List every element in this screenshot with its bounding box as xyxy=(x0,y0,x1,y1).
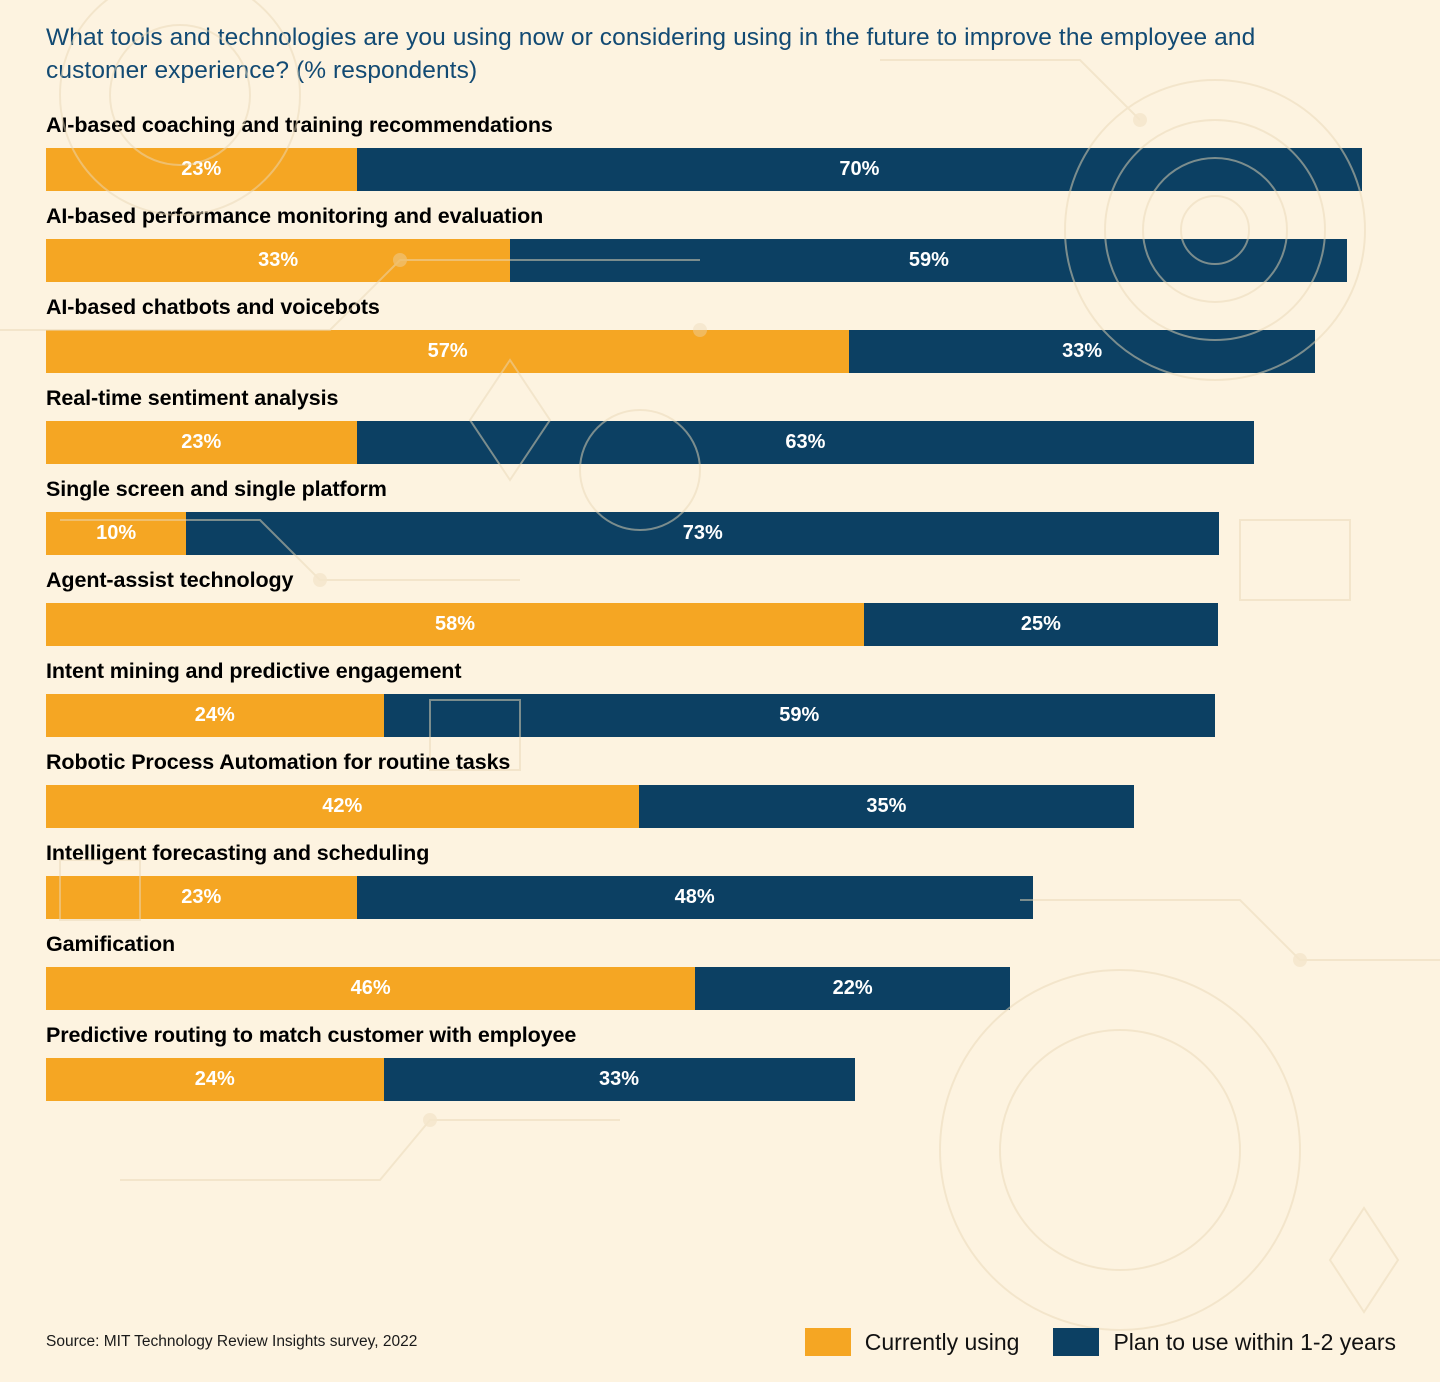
bar-segment-plan-to-use: 63% xyxy=(357,421,1255,464)
category-label: AI-based coaching and training recommendations xyxy=(46,113,553,138)
bar-segment-currently-using: 10% xyxy=(46,512,186,555)
chart-title: What tools and technologies are you using now or considering using in the future to improve the employee and customer experience? (% respondents) xyxy=(46,24,1256,84)
legend xyxy=(805,1328,1396,1356)
bar-segment-currently-using: 23% xyxy=(46,421,357,464)
chart-row xyxy=(46,568,1396,646)
category-label: Intelligent forecasting and scheduling xyxy=(46,841,430,866)
stacked-bar xyxy=(46,694,1396,737)
chart-row xyxy=(46,1023,1396,1101)
legend-item-plan-to-use xyxy=(1053,1328,1396,1356)
legend-item-currently-using xyxy=(805,1328,1020,1356)
chart-row xyxy=(46,204,1396,282)
category-label: Predictive routing to match customer with employee xyxy=(46,1023,577,1048)
stacked-bar xyxy=(46,785,1396,828)
chart-row xyxy=(46,477,1396,555)
bar-segment-plan-to-use: 59% xyxy=(384,694,1216,737)
stacked-bar xyxy=(46,512,1396,555)
legend-label: Plan to use within 1-2 years xyxy=(1113,1328,1396,1355)
bar-segment-plan-to-use: 33% xyxy=(384,1058,855,1101)
bar-segment-plan-to-use: 25% xyxy=(864,603,1218,646)
bar-segment-currently-using: 23% xyxy=(46,148,357,191)
stacked-bar xyxy=(46,148,1396,191)
stacked-bar xyxy=(46,603,1396,646)
chart-row xyxy=(46,659,1396,737)
category-label: Single screen and single platform xyxy=(46,477,387,502)
bar-segment-plan-to-use: 48% xyxy=(357,876,1033,919)
legend-swatch-icon xyxy=(805,1328,851,1356)
bar-segment-currently-using: 57% xyxy=(46,330,849,373)
bar-segment-currently-using: 33% xyxy=(46,239,510,282)
category-label: Intent mining and predictive engagement xyxy=(46,659,462,684)
category-label: AI-based chatbots and voicebots xyxy=(46,295,380,320)
stacked-bar xyxy=(46,239,1396,282)
bar-segment-currently-using: 58% xyxy=(46,603,864,646)
bar-segment-plan-to-use: 73% xyxy=(186,512,1219,555)
source-note: Source: MIT Technology Review Insights survey, 2022 xyxy=(46,1333,418,1350)
bar-segment-currently-using: 24% xyxy=(46,1058,384,1101)
category-label: Agent-assist technology xyxy=(46,568,294,593)
legend-label: Currently using xyxy=(864,1328,1020,1355)
category-label: Gamification xyxy=(46,932,176,957)
category-label: Robotic Process Automation for routine tasks xyxy=(46,750,511,775)
legend-swatch-icon xyxy=(1053,1328,1099,1356)
stacked-bar xyxy=(46,421,1396,464)
bar-segment-plan-to-use: 59% xyxy=(510,239,1347,282)
chart-row xyxy=(46,295,1396,373)
chart-row xyxy=(46,932,1396,1010)
bar-segment-plan-to-use: 33% xyxy=(849,330,1315,373)
stacked-bar xyxy=(46,330,1396,373)
chart-row xyxy=(46,386,1396,464)
chart-row xyxy=(46,841,1396,919)
stacked-bar xyxy=(46,967,1396,1010)
category-label: AI-based performance monitoring and evaluation xyxy=(46,204,544,229)
category-label: Real-time sentiment analysis xyxy=(46,386,339,411)
bar-segment-currently-using: 42% xyxy=(46,785,639,828)
bar-segment-plan-to-use: 35% xyxy=(639,785,1134,828)
stacked-bar xyxy=(46,1058,1396,1101)
stacked-bar xyxy=(46,876,1396,919)
chart-row xyxy=(46,750,1396,828)
bar-segment-currently-using: 24% xyxy=(46,694,384,737)
chart-footer xyxy=(46,1328,1396,1356)
bar-segment-currently-using: 46% xyxy=(46,967,695,1010)
bar-segment-plan-to-use: 70% xyxy=(357,148,1363,191)
bar-segment-currently-using: 23% xyxy=(46,876,357,919)
chart-row xyxy=(46,113,1396,191)
bar-segment-plan-to-use: 22% xyxy=(695,967,1010,1010)
